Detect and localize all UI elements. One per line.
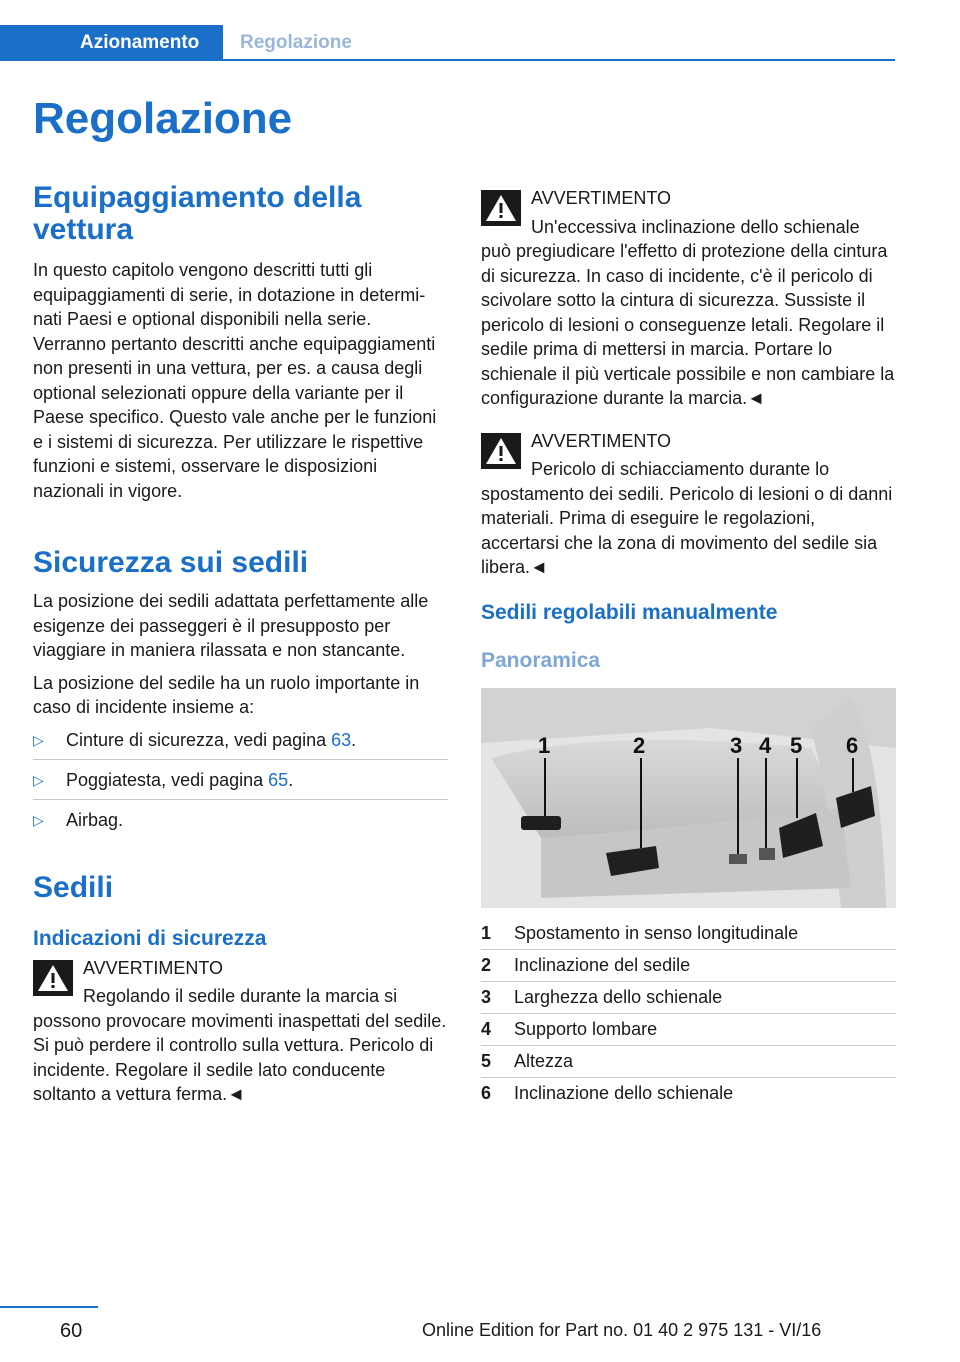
warning-block: [481, 186, 896, 411]
warning-label: AVVERTIMENTO: [531, 430, 672, 451]
seat-safety-text-2: La posizione del sedile ha un ruolo importante in caso di incidente insieme a:: [33, 672, 420, 717]
list-item: 5 Altezza: [481, 1046, 896, 1078]
manual-seats-heading: Sedili regolabili manualmente: [481, 600, 778, 624]
callout-4: 4: [759, 732, 772, 758]
overview-heading: Panoramica: [481, 648, 601, 672]
list-item: ▷ Poggiatesta, vedi pagina 65.: [33, 768, 448, 800]
warning-text-first-line: Pericolo di schiacciamento durante lo: [531, 459, 830, 479]
chapter-header: [0, 25, 895, 61]
warning-label: AVVERTIMENTO: [531, 188, 672, 208]
triangle-right-icon: ▷: [33, 811, 44, 828]
footer-rule: [0, 1306, 98, 1308]
warning-text: spostamento dei sedili. Pericolo di lesioni o di danni materiali. Prima di eseguire le regolazioni, accertarsi che la zona di movimento del sedile sia libera.◄: [481, 483, 893, 577]
triangle-right-icon: ▷: [33, 771, 44, 788]
warning-block: [481, 429, 896, 580]
header-rule: [0, 59, 895, 61]
right-column: [481, 186, 896, 1110]
warning-text-first-line: Regolando il sedile durante la marcia si: [83, 986, 398, 1006]
seat-safety-heading: Sicurezza sui sedili: [33, 546, 309, 579]
callout-6: 6: [846, 732, 859, 758]
list-item: 3 Larghezza dello schienale: [481, 982, 896, 1014]
warning-label: AVVERTIMENTO: [83, 957, 224, 978]
callout-5: 5: [790, 732, 803, 758]
tab-azionamento[interactable]: Azionamento: [0, 25, 223, 61]
seat-controls-image: [481, 688, 896, 908]
warning-icon: [33, 960, 73, 996]
warning-text: possono provocare movimenti inaspettati del sedile. Si può perdere il controllo sulla vettura. Pericolo di incidente. Regolare il sedile lato conducente soltanto a vettura ferma.◄: [33, 1010, 447, 1104]
warning-block: [33, 956, 448, 1107]
edition-text: Online Edition for Part no. 01 40 2 975 131 - VI/16: [422, 1320, 822, 1340]
page-number: 60: [60, 1320, 83, 1342]
callout-1: 1: [538, 732, 551, 758]
warning-icon: [481, 190, 521, 226]
callout-3: 3: [730, 732, 743, 758]
page-link-65[interactable]: 65: [268, 769, 289, 790]
warning-icon: [481, 433, 521, 469]
safety-list: [33, 728, 448, 840]
seat-safety-text-1: La posizione dei sedili adattata perfettamente alle esigenze dei passeggeri è il presupposto per viaggiare in maniera rilassata e non stancante.: [33, 591, 429, 660]
list-item: 4 Supporto lombare: [481, 1014, 896, 1046]
seat-illustration: [481, 688, 896, 908]
page-link-63[interactable]: 63: [331, 729, 352, 750]
tab-regolazione[interactable]: Regolazione: [240, 32, 352, 53]
callout-2: 2: [633, 732, 646, 758]
warning-text-first-line: Un'eccessiva inclinazione dello schienale: [531, 216, 860, 237]
seats-heading: Sedili: [33, 870, 114, 904]
safety-notes-heading: Indicazioni di sicurezza: [33, 926, 267, 950]
list-item: 6 Inclinazione dello schienale: [481, 1082, 734, 1103]
list-item: 2 Inclinazione del sedile: [481, 950, 896, 982]
list-item: ▷ Cinture di sicurezza, vedi pagina 63.: [33, 728, 448, 760]
triangle-right-icon: ▷: [33, 731, 44, 748]
list-item: 1 Spostamento in senso longitudinale: [481, 918, 896, 950]
page-title: Regolazione: [33, 94, 293, 143]
equipment-text: In questo capitolo vengono descritti tutti gli equipaggiamenti di serie, in dotazione in determinati Paesi e optional disponibili nella serie. Verranno pertanto descritti anche equipaggiamenti non presenti in una vettura, per es. a causa degli optional selezionati oppure della variante per il Paese specifico. Questo vale anche per le funzioni e i sistemi di sicurezza. Per utilizzare le rispettive funzioni e sistemi, osservare le disposizioni nazionali in vigore.: [33, 260, 437, 501]
warning-text: può pregiudicare l'effetto di protezione della cintura di sicurezza. In caso di incidente, c'è il pericolo di scivolare sotto la cintura di sicurezza. Sussiste il pericolo di lesioni o conseguenze letali. Regolare il sedile prima di mettersi in marcia. Portare lo schienale il più verticale possibile e non cambiare la configurazione durante la marcia.◄: [481, 241, 895, 408]
left-column: [33, 182, 448, 1107]
legend-list: [481, 918, 896, 1110]
equipment-heading: Equipaggiamento della vettura: [33, 181, 362, 246]
list-item: ▷ Airbag.: [33, 808, 448, 840]
